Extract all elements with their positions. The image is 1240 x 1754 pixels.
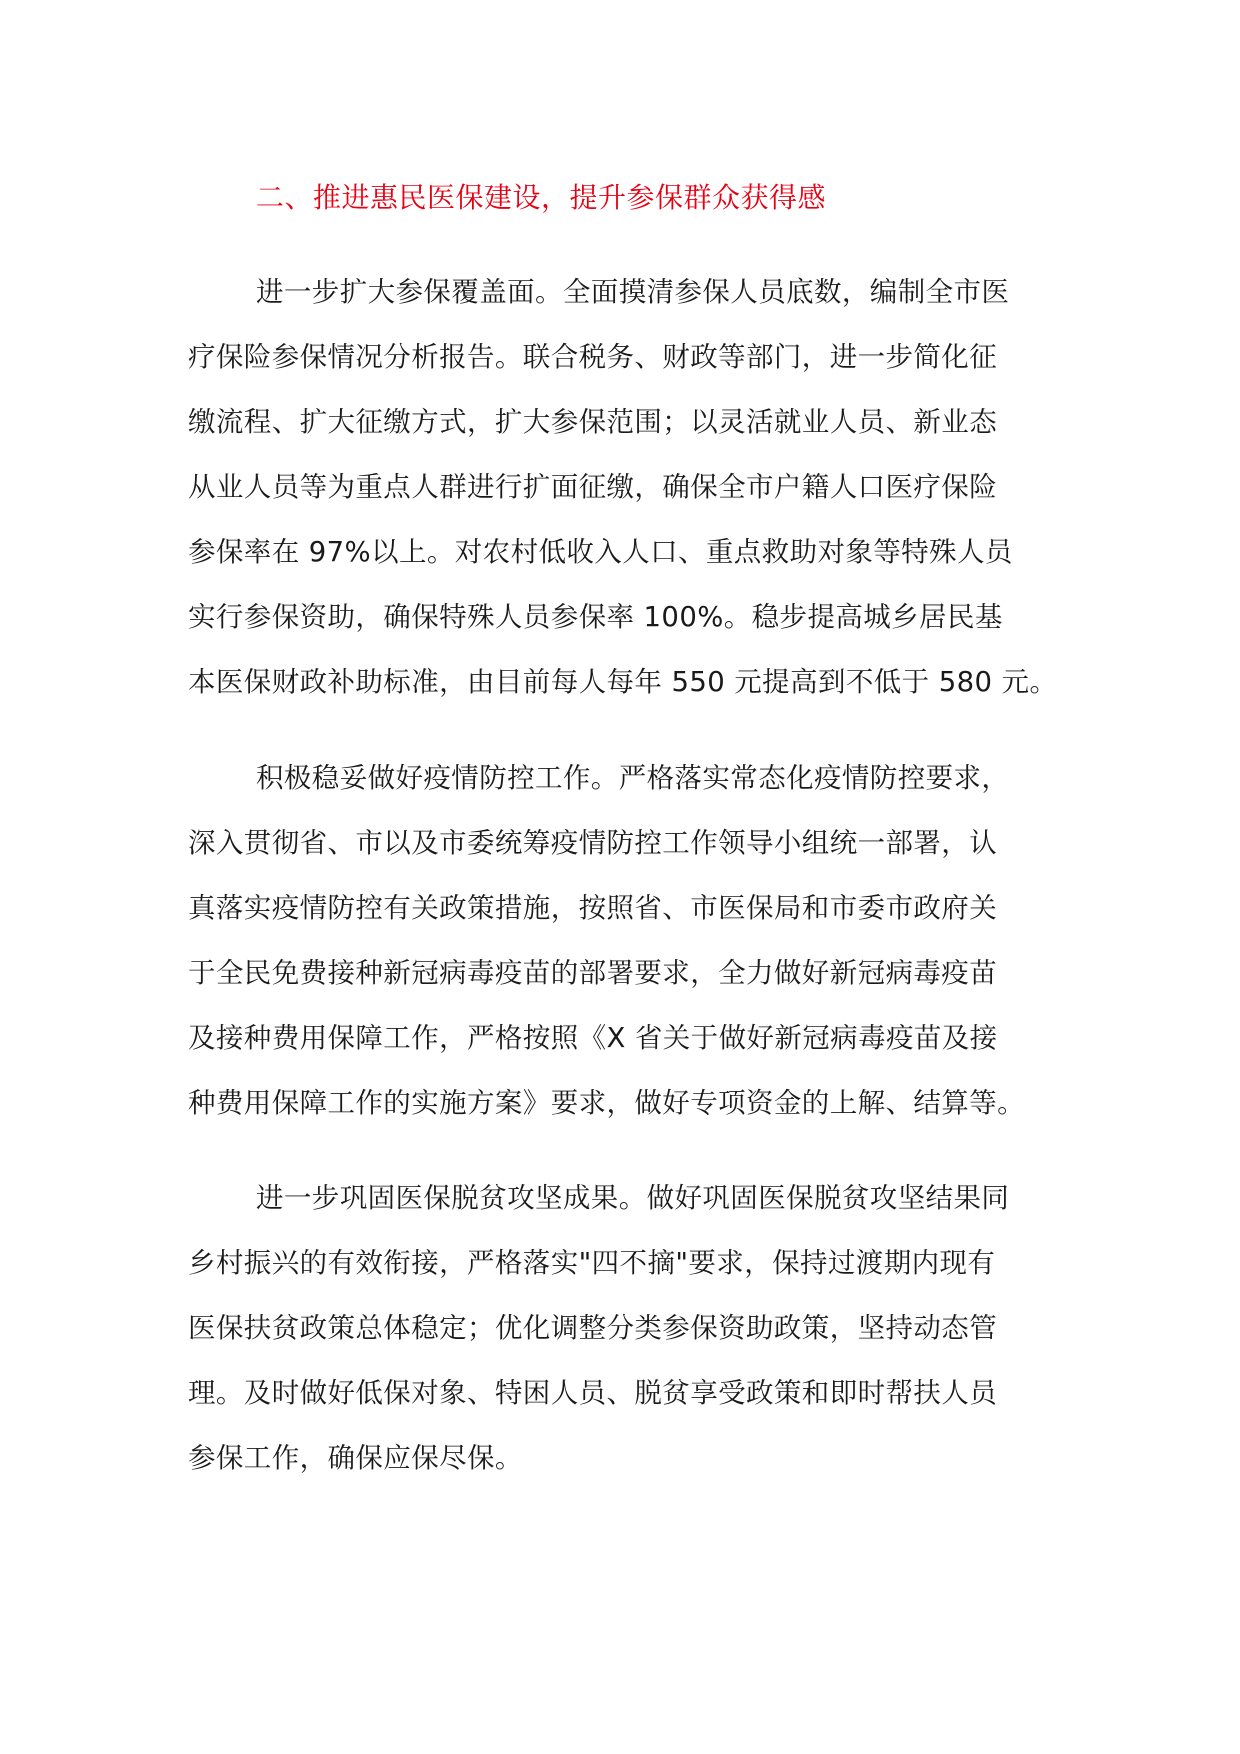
paragraph-line: 进一步巩固医保脱贫攻坚成果。做好巩固医保脱贫攻坚结果同 [256,1182,1010,1214]
paragraph-line: 本医保财政补助标准，由目前每人每年 550 元提高到不低于 580 元。 [188,666,1058,698]
paragraph-line: 理。及时做好低保对象、特困人员、脱贫享受政策和即时帮扶人员 [188,1377,998,1409]
paragraph-epidemic-control [188,746,1068,1136]
paragraph-line: 医保扶贫政策总体稳定；优化调整分类参保资助政策，坚持动态管 [188,1312,998,1344]
paragraph-line: 参保工作，确保应保尽保。 [188,1442,523,1474]
paragraph-line: 及接种费用保障工作，严格按照《X 省关于做好新冠病毒疫苗及接 [188,1022,998,1054]
paragraph-line: 从业人员等为重点人群进行扩面征缴，确保全市户籍人口医疗保险 [188,471,998,503]
paragraph-line: 乡村振兴的有效衔接，严格落实"四不摘"要求，保持过渡期内现有 [188,1247,996,1279]
paragraph-line: 缴流程、扩大征缴方式，扩大参保范围；以灵活就业人员、新业态 [188,406,998,438]
paragraph-line: 种费用保障工作的实施方案》要求，做好专项资金的上解、结算等。 [188,1087,1025,1119]
paragraph-expand-coverage [188,260,1068,715]
paragraph-line: 于全民免费接种新冠病毒疫苗的部署要求，全力做好新冠病毒疫苗 [188,957,998,989]
paragraph-line: 疗保险参保情况分析报告。联合税务、财政等部门，进一步简化征 [188,341,998,373]
paragraph-line: 进一步扩大参保覆盖面。全面摸清参保人员底数，编制全市医 [256,276,1010,308]
paragraph-line: 深入贯彻省、市以及市委统筹疫情防控工作领导小组统一部署，认 [188,827,998,859]
paragraph-line: 真落实疫情防控有关政策措施，按照省、市医保局和市委市政府关 [188,892,998,924]
paragraph-line: 参保率在 97%以上。对农村低收入人口、重点救助对象等特殊人员 [188,536,1013,568]
paragraph-line: 积极稳妥做好疫情防控工作。严格落实常态化疫情防控要求， [256,762,1010,794]
paragraph-line: 实行参保资助，确保特殊人员参保率 100%。稳步提高城乡居民基 [188,601,1003,633]
paragraph-poverty-alleviation [188,1166,1068,1491]
document-page [188,172,1068,1474]
section-heading: 二、推进惠民医保建设，提升参保群众获得感 [256,181,827,214]
